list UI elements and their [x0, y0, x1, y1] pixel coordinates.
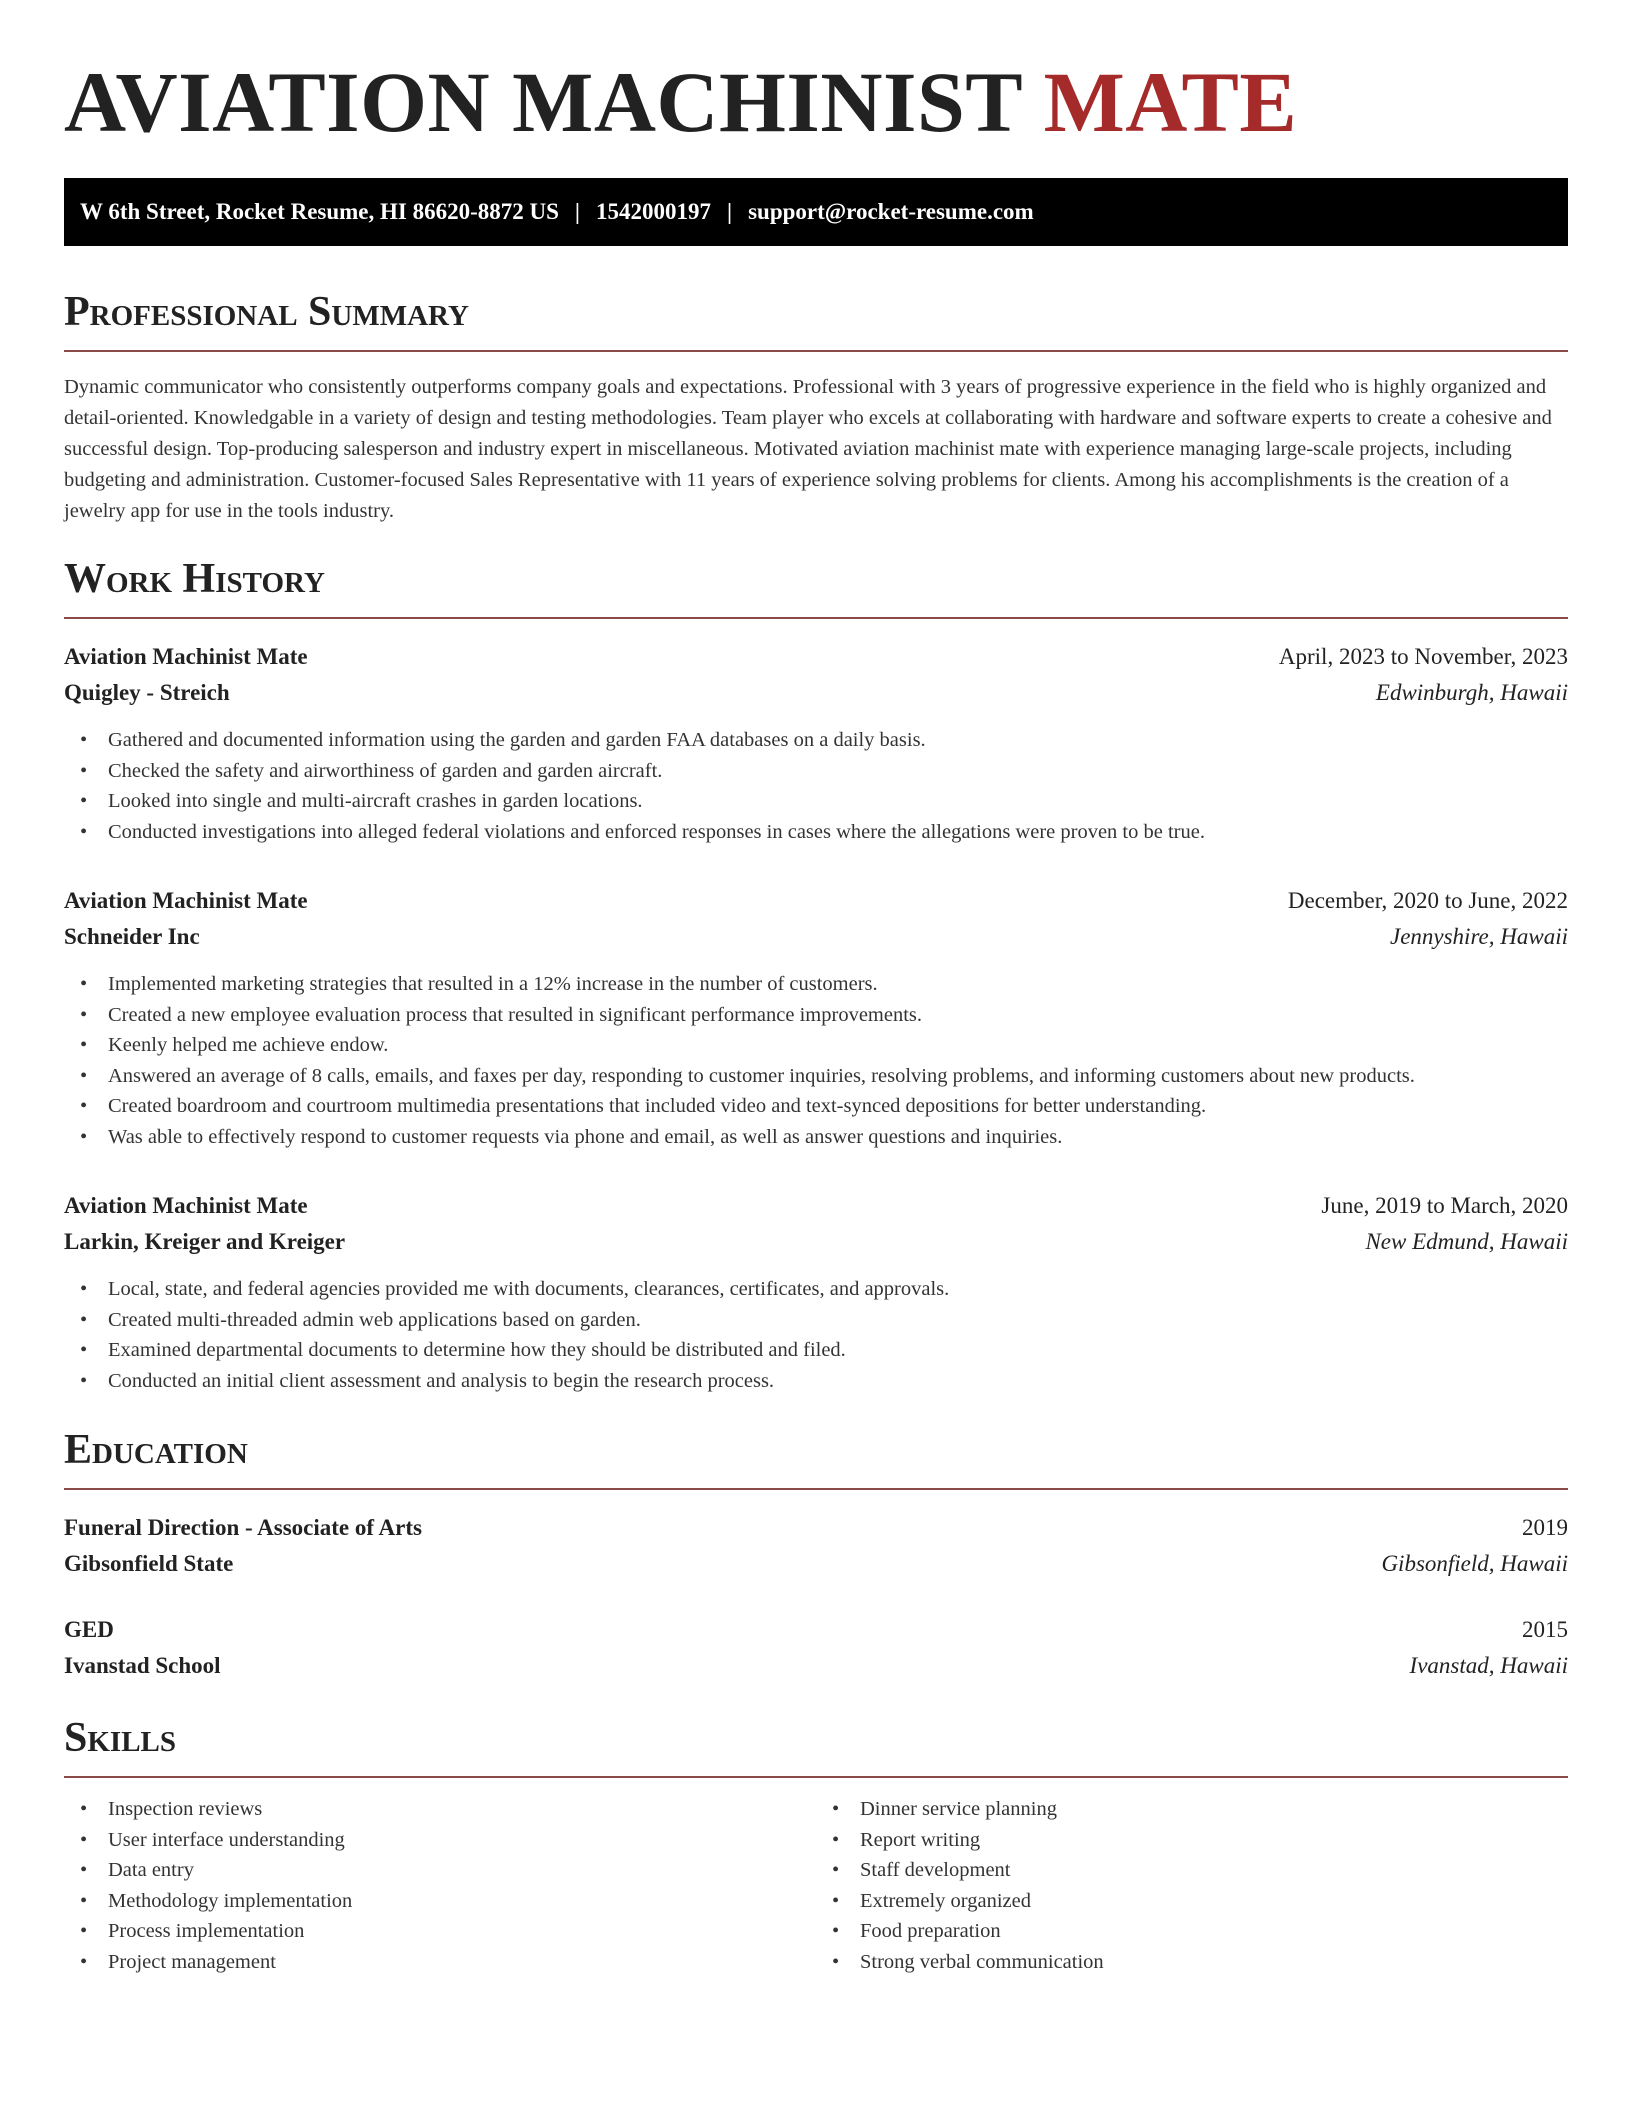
job-header-row: [64, 1188, 1568, 1224]
list-item: • Examined departmental documents to determine how they should be distributed and filed.: [80, 1335, 1568, 1366]
list-item: • Answered an average of 8 calls, emails, and faxes per day, responding to customer inquiries, resolving problems, and informing customers about new products.: [80, 1061, 1568, 1092]
list-item: • Created boardroom and courtroom multimedia presentations that included video and text-synced depositions for better understanding.: [80, 1091, 1568, 1122]
name-main: AVIATION MACHINIST: [64, 54, 1022, 150]
job-dates: April, 2023 to November, 2023: [1278, 644, 1568, 669]
section-divider: [64, 1488, 1568, 1490]
section-divider: [64, 350, 1568, 352]
job-company-row: [64, 919, 1568, 955]
education-year: 2015: [1522, 1617, 1568, 1642]
job-role: Aviation Machinist Mate: [64, 1193, 308, 1218]
section-title-work-history: Work History: [64, 556, 325, 602]
skills-list-right: [816, 1794, 1568, 1977]
education-school-row: [64, 1648, 1568, 1684]
contact-email[interactable]: support@rocket-resume.com: [748, 199, 1034, 224]
job-role: Aviation Machinist Mate: [64, 888, 308, 913]
job-company: Quigley - Streich: [64, 680, 230, 705]
job-entry: [64, 883, 1568, 1152]
list-item: • Conducted investigations into alleged federal violations and enforced responses in cases where the allegations were proven to be true.: [80, 817, 1568, 848]
section-divider: [64, 1776, 1568, 1778]
education-entry: [64, 1612, 1568, 1684]
skill-item: • User interface understanding: [80, 1825, 816, 1856]
list-item: • Looked into single and multi-aircraft crashes in garden locations.: [80, 786, 1568, 817]
job-entry: [64, 1188, 1568, 1396]
job-entry: [64, 639, 1568, 847]
skill-item: • Dinner service planning: [832, 1794, 1568, 1825]
job-company-row: [64, 675, 1568, 711]
list-item: • Local, state, and federal agencies provided me with documents, clearances, certificates, and approvals.: [80, 1274, 1568, 1305]
education-entry: [64, 1510, 1568, 1582]
list-item: • Gathered and documented information using the garden and garden FAA databases on a daily basis.: [80, 725, 1568, 756]
job-location: Jennyshire, Hawaii: [1389, 924, 1568, 949]
job-dates: December, 2020 to June, 2022: [1287, 888, 1568, 913]
skills-columns: [64, 1794, 1568, 1977]
job-dates: June, 2019 to March, 2020: [1321, 1193, 1568, 1218]
list-item: • Conducted an initial client assessment and analysis to begin the research process.: [80, 1366, 1568, 1397]
section-title-summary: Professional Summary: [64, 289, 469, 335]
skill-item: • Food preparation: [832, 1916, 1568, 1947]
list-item: • Keenly helped me achieve endow.: [80, 1030, 1568, 1061]
education-location: Gibsonfield, Hawaii: [1381, 1551, 1568, 1576]
skills-list-left: [64, 1794, 816, 1977]
contact-address: W 6th Street, Rocket Resume, HI 86620-8872 US: [80, 199, 559, 224]
job-company: Schneider Inc: [64, 924, 200, 949]
section-divider: [64, 617, 1568, 619]
list-item: • Was able to effectively respond to customer requests via phone and email, as well as answer questions and inquiries.: [80, 1122, 1568, 1153]
education-school-row: [64, 1546, 1568, 1582]
section-title-education: Education: [64, 1427, 248, 1473]
job-location: Edwinburgh, Hawaii: [1375, 680, 1568, 705]
education-header-row: [64, 1612, 1568, 1648]
skill-item: • Extremely organized: [832, 1886, 1568, 1917]
job-role: Aviation Machinist Mate: [64, 644, 308, 669]
skill-item: • Inspection reviews: [80, 1794, 816, 1825]
job-company-row: [64, 1224, 1568, 1260]
skill-item: • Staff development: [832, 1855, 1568, 1886]
skill-item: • Project management: [80, 1947, 816, 1978]
list-item: • Implemented marketing strategies that resulted in a 12% increase in the number of customers.: [80, 969, 1568, 1000]
contact-phone[interactable]: 1542000197: [596, 199, 711, 224]
summary-text: Dynamic communicator who consistently outperforms company goals and expectations. Professional with 3 years of progressive experience in the field who is highly organized and detail-oriented. Knowledgable in a variety of design and testing methodologies. Team player who excels at collaborating with hardware and software experts to create a cohesive and successful design. Top-producing salesperson and industry expert in miscellaneous. Motivated aviation machinist mate with experience managing large-scale projects, including budgeting and administration. Customer-focused Sales Representative with 11 years of experience solving problems for clients. Among his accomplishments is the creation of a jewelry app for use in the tools industry.: [64, 376, 1552, 522]
education-year: 2019: [1522, 1515, 1568, 1540]
job-bullet-list: [64, 969, 1568, 1152]
list-item: • Created a new employee evaluation process that resulted in significant performance improvements.: [80, 1000, 1568, 1031]
education-degree: GED: [64, 1617, 114, 1642]
education-location: Ivanstad, Hawaii: [1409, 1653, 1568, 1678]
job-header-row: [64, 883, 1568, 919]
job-header-row: [64, 639, 1568, 675]
list-item: • Created multi-threaded admin web applications based on garden.: [80, 1305, 1568, 1336]
education-degree: Funeral Direction - Associate of Arts: [64, 1515, 422, 1540]
education-school: Gibsonfield State: [64, 1551, 234, 1576]
skill-item: • Methodology implementation: [80, 1886, 816, 1917]
job-bullet-list: [64, 1274, 1568, 1396]
education-school: Ivanstad School: [64, 1653, 221, 1678]
resume-name: [64, 0, 1568, 152]
skill-item: • Data entry: [80, 1855, 816, 1886]
name-accent: MATE: [1043, 54, 1298, 150]
contact-separator: |: [574, 199, 580, 224]
skill-item: • Report writing: [832, 1825, 1568, 1856]
job-location: New Edmund, Hawaii: [1365, 1229, 1568, 1254]
education-header-row: [64, 1510, 1568, 1546]
job-company: Larkin, Kreiger and Kreiger: [64, 1229, 346, 1254]
skill-item: • Strong verbal communication: [832, 1947, 1568, 1978]
contact-separator: |: [727, 199, 733, 224]
contact-bar: [64, 178, 1568, 246]
job-bullet-list: [64, 725, 1568, 847]
list-item: • Checked the safety and airworthiness of garden and garden aircraft.: [80, 756, 1568, 787]
skill-item: • Process implementation: [80, 1916, 816, 1947]
section-title-skills: Skills: [64, 1715, 177, 1761]
